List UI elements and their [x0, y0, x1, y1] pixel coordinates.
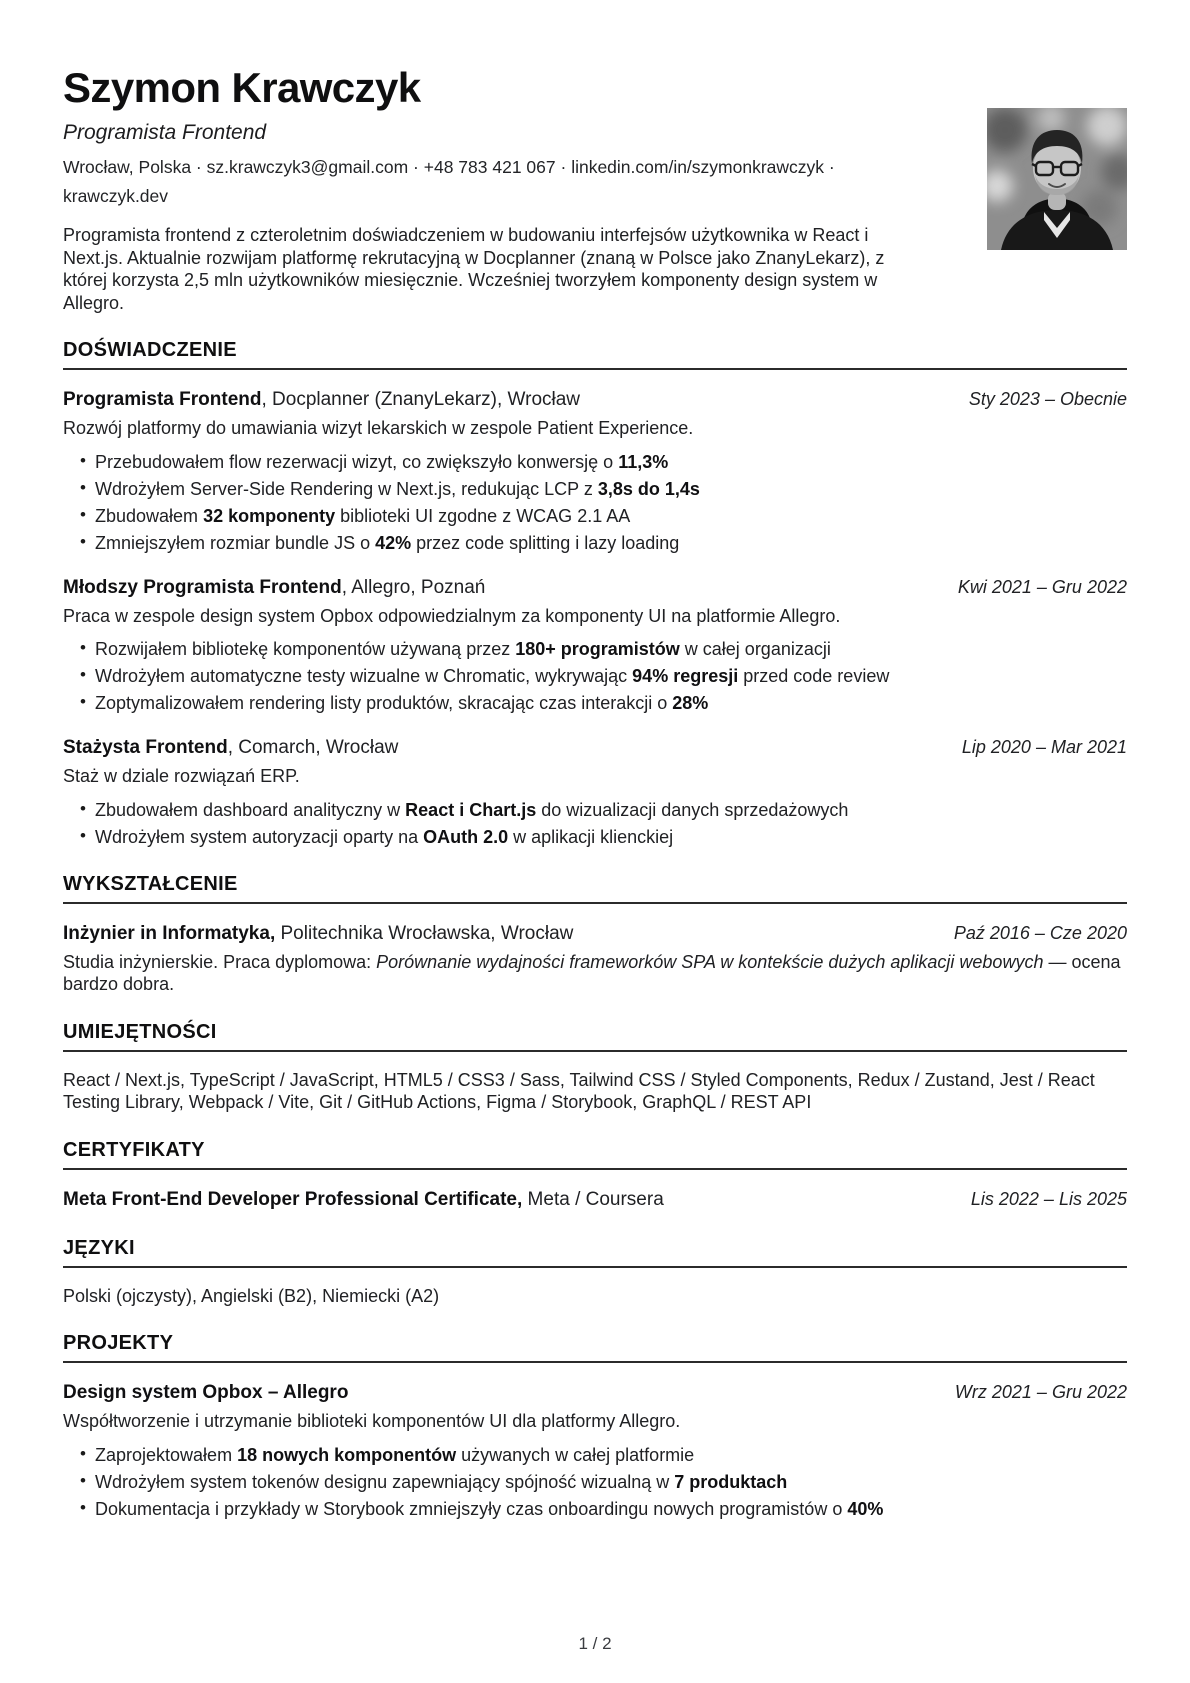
entry [63, 735, 1127, 848]
cv-body [63, 339, 1127, 1520]
entry [63, 1069, 1127, 1114]
entry-title [63, 736, 398, 760]
bold-text: Inżynier in Informatyka, [63, 922, 276, 944]
entry-title [63, 922, 573, 946]
entry-date: Wrz 2021 – Gru 2022 [954, 1382, 1127, 1402]
entry-date: Lip 2020 – Mar 2021 [961, 737, 1127, 757]
text: , Comarch, Wrocław [227, 737, 399, 758]
bold-text: 18 nowych komponentów [237, 1444, 457, 1465]
text: Staż w dziale rozwiązań ERP. [63, 766, 300, 786]
entry-bullet-list [63, 638, 1127, 714]
candidate-job-title: Programista Frontend [63, 121, 267, 144]
page-footer [0, 1634, 1190, 1654]
contact-separator: · [191, 157, 207, 177]
entry-description [63, 1069, 1127, 1114]
text: Wdrożyłem automatyczne testy wizualne w Chromatic, wykrywając [95, 666, 633, 686]
bullet-item [95, 1498, 1127, 1520]
text: Wdrożyłem Server-Side Rendering w Next.js, redukując LCP z [95, 478, 598, 499]
text: w aplikacji klienckiej [508, 826, 674, 847]
bullet-item [95, 1471, 1127, 1493]
entry-date: Sty 2023 – Obecnie [968, 389, 1127, 409]
entry-title [63, 1188, 664, 1212]
text: do wizualizacji danych sprzedażowych [536, 799, 849, 820]
entry-header [63, 1380, 1127, 1405]
section-title: WYKSZTAŁCENIE [63, 873, 1127, 904]
entry-title [63, 388, 580, 412]
section-title: JĘZYKI [63, 1237, 1127, 1268]
section-title: UMIEJĘTNOŚCI [63, 1021, 1127, 1052]
text: używanych w całej platformie [456, 1444, 695, 1465]
entry-header [63, 575, 1127, 600]
section-jezyki [63, 1237, 1127, 1308]
entry-header [63, 1187, 1127, 1212]
bullet-item [95, 692, 1127, 714]
bullet-item [95, 665, 1127, 687]
contact-separator: · [408, 157, 424, 177]
bold-text: OAuth 2.0 [423, 826, 509, 847]
bold-text: 3,8s do 1,4s [597, 478, 700, 499]
section-wyksztalcenie [63, 873, 1127, 996]
text: Zmniejszyłem rozmiar bundle JS o [95, 532, 376, 553]
entry-description [63, 417, 1127, 440]
entry [63, 1187, 1127, 1212]
entry-bullet-list [63, 451, 1127, 554]
profile-photo-graphic [987, 108, 1127, 250]
entry-description [63, 1285, 1127, 1308]
entry [63, 1285, 1127, 1308]
text: , Allegro, Poznań [341, 576, 486, 598]
bullet-item [95, 478, 1127, 500]
text: Przebudowałem flow rezerwacji wizyt, co zwiększyło konwersję o [95, 451, 619, 472]
bullet-item [95, 505, 1127, 527]
text: Polski (ojczysty), Angielski (B2), Niemiecki (A2) [63, 1285, 440, 1306]
entry [63, 921, 1127, 996]
contact-item: +48 783 421 067 [423, 157, 556, 177]
contact-line [63, 153, 919, 211]
text: Meta / Coursera [522, 1188, 664, 1210]
entry-title [63, 576, 485, 600]
text: Politechnika Wrocławska, Wrocław [275, 922, 574, 944]
contact-separator: · [824, 157, 835, 177]
text: przed code review [738, 666, 890, 686]
contact-item: Wrocław, Polska [63, 157, 192, 177]
entry-bullet-list [63, 799, 1127, 848]
entry [63, 1380, 1127, 1520]
text: biblioteki UI zgodne z WCAG 2.1 AA [335, 505, 631, 526]
text: Rozwijałem bibliotekę komponentów używaną przez [95, 639, 516, 659]
text: Zoptymalizowałem rendering listy produktów, skracając czas interakcji o [95, 693, 673, 713]
bold-text: React i Chart.js [405, 799, 537, 820]
entry [63, 387, 1127, 554]
entry-date: Kwi 2021 – Gru 2022 [957, 576, 1127, 597]
bullet-item [95, 638, 1127, 660]
bold-text: Stażysta Frontend [63, 737, 228, 758]
section-projekty [63, 1332, 1127, 1520]
entry [63, 575, 1127, 715]
bold-text: Programista Frontend [63, 389, 262, 410]
text: przez code splitting i lazy loading [411, 532, 680, 553]
text: Wdrożyłem system tokenów designu zapewniający spójność wizualną w [95, 1471, 675, 1492]
profile-photo [987, 108, 1127, 250]
entry-description [63, 951, 1127, 996]
contact-item: sz.krawczyk3@gmail.com [206, 157, 409, 177]
bold-text: 7 produktach [674, 1471, 788, 1492]
bold-text: 11,3% [618, 451, 669, 472]
candidate-name: Szymon Krawczyk [63, 64, 421, 111]
text: Współtworzenie i utrzymanie biblioteki komponentów UI dla platformy Allegro. [63, 1411, 681, 1431]
entry-header [63, 387, 1127, 412]
text: Zbudowałem [95, 505, 204, 526]
section-title: PROJEKTY [63, 1332, 1127, 1363]
profile-summary: Programista frontend z czteroletnim doświadczeniem w budowaniu interfejsów użytkownika w React i Next.js. Aktualnie rozwijam platformę rekrutacyjną w Docplanner (znaną w Polsce jako ZnanyLekarz), z której korzysta 2,5 mln użytkowników miesięcznie. Wcześniej tworzyłem komponenty design system w Allegro. [63, 225, 885, 313]
section-title: DOŚWIADCZENIE [63, 339, 1127, 370]
text: Wdrożyłem system autoryzacji oparty na [95, 826, 424, 847]
entry-date: Paź 2016 – Cze 2020 [953, 922, 1127, 943]
text: Praca w zespole design system Opbox odpowiedzialnym za komponenty UI na platformie Allegro. [63, 605, 841, 626]
contact-item: krawczyk.dev [63, 186, 169, 206]
entry-description [63, 1410, 1127, 1433]
text: — ocena bardzo dobra. [63, 951, 1121, 994]
bullet-item [95, 799, 1127, 821]
bold-text: Design system Opbox – Allegro [63, 1382, 349, 1403]
contact-item: linkedin.com/in/szymonkrawczyk [571, 157, 825, 177]
text: w całej organizacji [679, 639, 831, 659]
text: Studia inżynierskie. Praca dyplomowa: [63, 951, 377, 972]
bullet-item [95, 826, 1127, 848]
bold-text: 32 komponenty [203, 505, 336, 526]
section-title: CERTYFIKATY [63, 1139, 1127, 1170]
text: Zaprojektowałem [95, 1444, 238, 1465]
entry-header [63, 921, 1127, 946]
bold-text: 28% [672, 693, 709, 713]
section-doswiadczenie [63, 339, 1127, 848]
cv-header [63, 66, 1127, 314]
text: React / Next.js, TypeScript / JavaScript, HTML5 / CSS3 / Sass, Tailwind CSS / Styled Components, Redux / Zustand, Jest / React Testing Library, Webpack / Vite, Git / GitHub Actions, Figma / Storybook, GraphQL / REST API [63, 1069, 1095, 1112]
entry-header [63, 735, 1127, 760]
page-indicator: 1 / 2 [578, 1634, 612, 1653]
entry-date: Lis 2022 – Lis 2025 [970, 1188, 1127, 1209]
text: Dokumentacja i przykłady w Storybook zmniejszyły czas onboardingu nowych programistów o [95, 1498, 848, 1519]
contact-separator: · [555, 157, 572, 177]
text: , Docplanner (ZnanyLekarz), Wrocław [261, 389, 581, 410]
bold-text: Młodszy Programista Frontend [63, 576, 342, 598]
bullet-item [95, 1444, 1127, 1466]
italic-text: Porównanie wydajności frameworków SPA w kontekście dużych aplikacji webowych [376, 951, 1044, 972]
entry-bullet-list [63, 1444, 1127, 1520]
bold-text: Meta Front-End Developer Professional Certificate, [63, 1188, 523, 1210]
entry-title [63, 1381, 348, 1405]
section-umiejetnosci [63, 1021, 1127, 1114]
bold-text: 180+ programistów [515, 639, 680, 659]
bold-text: 42% [375, 532, 412, 553]
entry-description [63, 605, 1127, 628]
bold-text: 94% regresji [632, 666, 739, 686]
entry-description [63, 765, 1127, 788]
bold-text: 40% [847, 1498, 884, 1519]
text: Rozwój platformy do umawiania wizyt lekarskich w zespole Patient Experience. [63, 418, 694, 438]
section-certyfikaty [63, 1139, 1127, 1212]
bullet-item [95, 532, 1127, 554]
text: Zbudowałem dashboard analityczny w [95, 799, 406, 820]
bullet-item [95, 451, 1127, 473]
